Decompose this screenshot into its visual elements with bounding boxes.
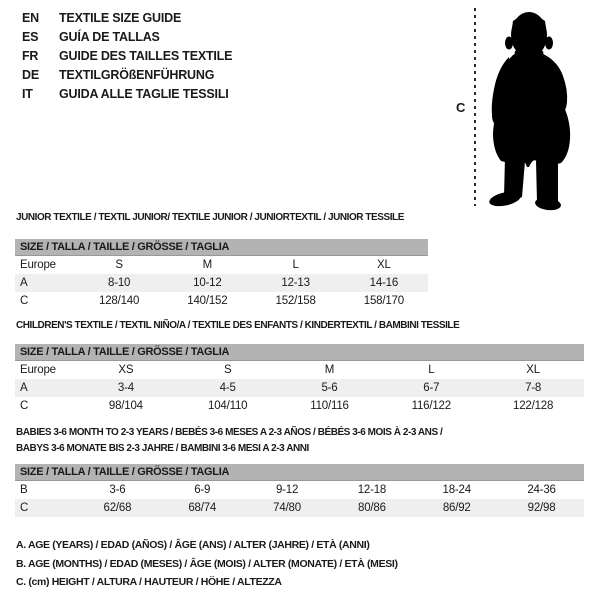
table-cell: L: [428, 364, 435, 376]
table-title-line: BABYS 3-6 MONATE BIS 2-3 JAHRE / BAMBINI 3-6 MESI A 2-3 ANNI: [16, 443, 309, 454]
row-label: C: [20, 502, 29, 514]
language-row: [22, 27, 232, 46]
table-cell: 9-12: [275, 484, 299, 496]
language-row: [22, 84, 232, 103]
size-table-section-3: [16, 425, 584, 517]
table-cell: 152/158: [275, 295, 316, 307]
table-cell: 116/122: [411, 400, 451, 412]
row-label: C: [20, 295, 29, 307]
table-cell: 24-36: [527, 484, 556, 496]
row-label: Europe: [20, 364, 56, 376]
table-cell: 68/74: [188, 502, 217, 514]
table-cell: S: [115, 259, 123, 271]
footnote-line: C. (cm) HEIGHT / ALTURA / HAUTEUR / HÖHE / ALTEZZA: [16, 576, 282, 588]
footnote-line: A. AGE (YEARS) / EDAD (AÑOS) / ÂGE (ANS) / ALTER (JAHRE) / ETÀ (ANNI): [16, 539, 370, 551]
table-row: [15, 256, 428, 274]
row-label: Europe: [20, 259, 56, 271]
table-cell: 92/98: [527, 502, 556, 514]
language-code: ES: [22, 29, 39, 44]
table-row: [15, 274, 428, 292]
footnote-line: B. AGE (MONTHS) / EDAD (MESES) / ÂGE (MOIS) / ALTER (MONATE) / ETÀ (MESI): [16, 557, 398, 570]
table-row: [15, 379, 584, 397]
language-label: GUÍA DE TALLAS: [59, 29, 160, 44]
height-measure-label: C: [456, 100, 466, 115]
table-row: [15, 292, 428, 310]
table-cell: 98/104: [108, 400, 143, 412]
table-cell: 128/140: [99, 295, 140, 307]
table-cell: 140/152: [187, 295, 228, 307]
size-header-bar: SIZE / TALLA / TAILLE / GRÖSSE / TAGLIA: [15, 464, 584, 481]
table-cell: XS: [118, 364, 134, 376]
table-cell: L: [292, 259, 299, 271]
size-table: [15, 239, 428, 310]
row-label: C: [20, 400, 29, 412]
figure-area: [450, 0, 600, 216]
table-cell: S: [223, 364, 232, 376]
table-cell: XL: [377, 259, 391, 271]
table-row: [15, 481, 584, 499]
table-cell: 8-10: [108, 277, 131, 289]
language-header: [22, 8, 232, 103]
table-cell: 62/68: [103, 502, 132, 514]
table-cell: 122/128: [513, 400, 554, 412]
language-row: [22, 65, 232, 84]
language-label: TEXTILGRÖßENFÜHRUNG: [59, 67, 215, 82]
table-cell: 4-5: [219, 382, 236, 394]
language-label: GUIDA ALLE TAGLIE TESSILI: [59, 86, 229, 101]
language-row: [22, 8, 232, 27]
table-cell: 86/92: [442, 502, 471, 514]
row-label: B: [20, 484, 28, 496]
row-label: A: [20, 277, 28, 289]
table-cell: 6-9: [194, 484, 211, 496]
language-row: [22, 46, 232, 65]
table-cell: 3-6: [109, 484, 126, 496]
table-cell: 7-8: [525, 382, 542, 394]
language-label: GUIDE DES TAILLES TEXTILE: [59, 48, 233, 63]
table-title-line: BABIES 3-6 MONTH TO 2-3 YEARS / BEBÉS 3-6 MESES A 2-3 AÑOS / BÉBÉS 3-6 MOIS À 2-3 ANS /: [16, 427, 443, 438]
size-header-bar: SIZE / TALLA / TAILLE / GRÖSSE / TAGLIA: [15, 239, 428, 256]
table-cell: 12-13: [281, 277, 310, 289]
table-cell: 5-6: [321, 382, 338, 394]
table-cell: 12-18: [357, 484, 387, 496]
height-measure-line: [474, 8, 476, 206]
size-table-section-1: [16, 211, 428, 310]
table-title-line: CHILDREN'S TEXTILE / TEXTIL NIÑO/A / TEXTILE DES ENFANTS / KINDERTEXTIL / BAMBINI TESSILE: [16, 320, 460, 331]
language-code: IT: [22, 86, 33, 101]
table-cell: M: [202, 259, 213, 271]
table-title: [16, 211, 428, 224]
table-cell: XL: [526, 364, 540, 376]
table-cell: 10-12: [193, 277, 222, 289]
footnotes: [16, 536, 398, 592]
table-cell: M: [324, 364, 335, 376]
table-row: [15, 397, 584, 415]
table-cell: 104/110: [208, 400, 248, 412]
size-table-section-2: [16, 319, 584, 415]
size-table: [15, 344, 584, 415]
table-cell: 80/86: [358, 502, 386, 514]
table-cell: 6-7: [423, 382, 440, 394]
row-label: A: [20, 382, 28, 394]
table-cell: 158/170: [363, 295, 404, 307]
table-cell: 74/80: [273, 502, 301, 514]
size-header-bar: SIZE / TALLA / TAILLE / GRÖSSE / TAGLIA: [15, 344, 584, 361]
table-title-line: JUNIOR TEXTILE / TEXTIL JUNIOR/ TEXTILE JUNIOR / JUNIORTEXTIL / JUNIOR TESSILE: [16, 212, 404, 223]
table-row: [15, 361, 584, 379]
table-title: [16, 425, 584, 457]
language-code: EN: [22, 10, 39, 25]
table-cell: 18-24: [442, 484, 471, 496]
table-title: [16, 319, 584, 332]
language-code: DE: [22, 67, 39, 82]
table-cell: 14-16: [369, 277, 399, 289]
language-label: TEXTILE SIZE GUIDE: [59, 10, 182, 25]
size-table: [15, 464, 584, 517]
toddler-silhouette-icon: [482, 5, 594, 213]
language-code: FR: [22, 48, 39, 63]
table-cell: 110/116: [310, 400, 349, 412]
table-cell: 3-4: [117, 382, 134, 394]
table-row: [15, 499, 584, 517]
